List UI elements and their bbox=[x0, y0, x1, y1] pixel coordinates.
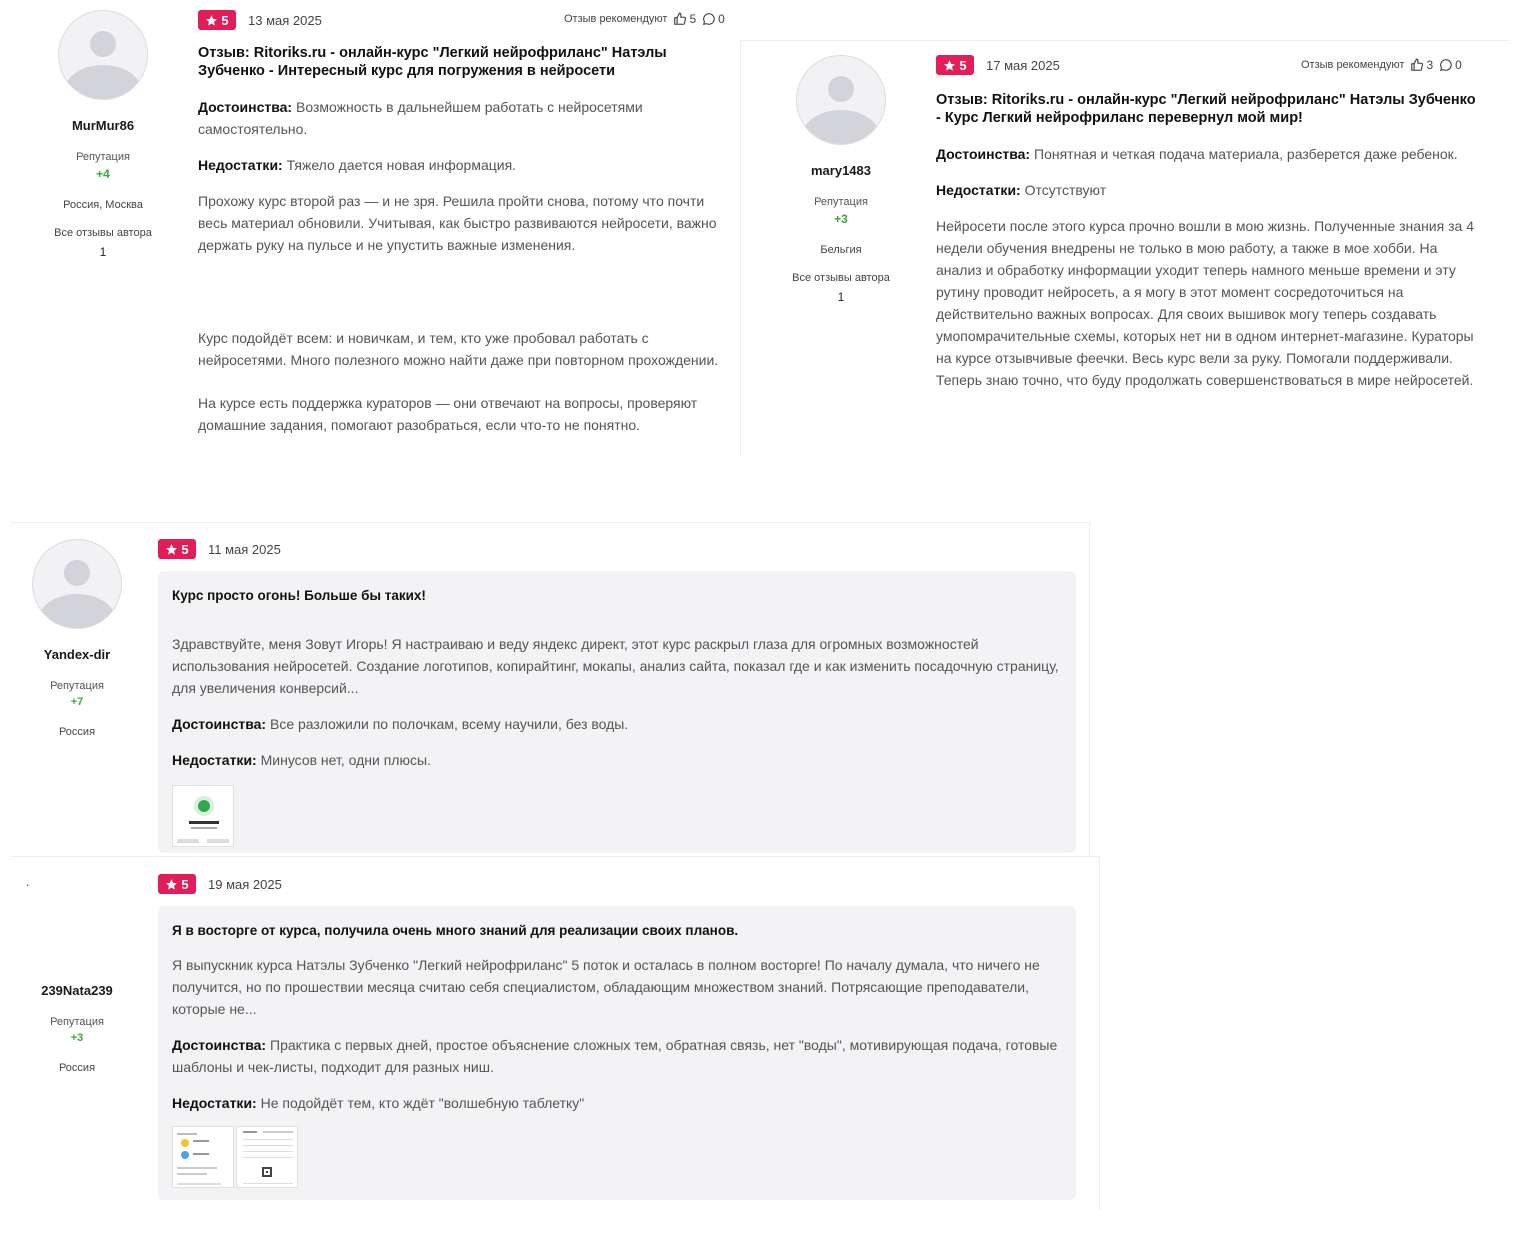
rating-badge bbox=[936, 55, 974, 75]
comment-icon[interactable] bbox=[702, 12, 716, 26]
review-date: 13 мая 2025 bbox=[248, 12, 322, 28]
review-date: 19 мая 2025 bbox=[208, 876, 282, 892]
reputation-label: Репутация bbox=[50, 1016, 104, 1028]
pros-label: Достоинства: bbox=[172, 716, 267, 732]
reputation-value: +4 bbox=[96, 167, 110, 181]
review-meta bbox=[158, 874, 282, 894]
pros-text: Практика с первых дней, простое объяснение сложных тем, обратная связь, нет "воды", мотивирующая подача, готовые шаблоны и чек-листы, подходит для разных ниш. bbox=[172, 1037, 1058, 1075]
comments-count: 0 bbox=[718, 12, 725, 26]
review-body bbox=[172, 585, 1067, 853]
cons-label: Недостатки: bbox=[936, 182, 1021, 198]
pros-label: Достоинства: bbox=[198, 99, 293, 115]
review-date: 11 мая 2025 bbox=[208, 541, 281, 557]
comment-icon[interactable] bbox=[1439, 58, 1453, 72]
pros-label: Достоинства: bbox=[172, 1037, 267, 1053]
cons-text: Отсутствуют bbox=[1024, 182, 1107, 198]
pros-text: Все разложили по полочкам, всему научили, без воды. bbox=[270, 716, 629, 732]
review-paragraph: Нейросети после этого курса прочно вошли в мою жизнь. Полученные знания за 4 недели обучения внедрены не только в мою работу, а также в мое хобби. На анализ и обработку информации уходит теперь намного меньше времени и эту рутину проводит нейросеть, а я могу в этот момент сосредоточиться на действительно важных вопросах. Для своих вышивок могу теперь создавать умопомрачительные схемы, которых нет ни в одном интернет-магазине. Кураторы на курсе отзывчивые феечки. Весь курс вели за руку. Помогали поддерживали. Теперь знаю точно, что буду продолжать совершенствоваться в мире нейросетей. bbox=[936, 218, 1474, 388]
review-text: Я выпускник курса Натэлы Зубченко "Легкий нейрофриланс" 5 поток и осталась в полном восторге! По началу думала, что ничего не получится, но по прошествии месяца считаю себя специалистом, обладающим множеством знаний. Потрясающие преподаватели, которые не... bbox=[172, 957, 1040, 1017]
recommend-label: Отзыв рекомендуют bbox=[1301, 59, 1405, 71]
pros-text: Возможность в дальнейшем работать с нейросетями самостоятельно. bbox=[198, 99, 643, 137]
review-paragraph: Курс подойдёт всем: и новичкам, и тем, кто уже пробовал работать с нейросетями. Много полезного можно найти даже при повторном прохождении. bbox=[198, 330, 719, 368]
recommend-label: Отзыв рекомендуют bbox=[564, 13, 668, 25]
reputation-value: +3 bbox=[70, 1032, 84, 1044]
star-icon bbox=[165, 543, 178, 556]
review-title[interactable]: Курс просто огонь! Больше бы таких! bbox=[172, 588, 426, 603]
cons-label: Недостатки: bbox=[172, 752, 257, 768]
all-reviews-count: 1 bbox=[99, 245, 107, 259]
likes-count: 5 bbox=[689, 12, 697, 26]
pros-label: Достоинства: bbox=[936, 146, 1031, 162]
avatar[interactable] bbox=[796, 55, 886, 145]
author-block bbox=[12, 875, 142, 1074]
rating-value: 5 bbox=[959, 57, 967, 73]
avatar-missing: . bbox=[26, 875, 30, 889]
attachment-thumbnail[interactable] bbox=[172, 785, 234, 847]
star-icon bbox=[205, 14, 218, 27]
author-nick[interactable]: mary1483 bbox=[811, 163, 871, 178]
author-nick[interactable]: 239Nata239 bbox=[41, 983, 113, 998]
review-title[interactable]: Отзыв: Ritoriks.ru - онлайн-курс "Легкий нейрофриланс" Натэлы Зубченко - Интересный курс для погружения в нейросети bbox=[198, 45, 667, 79]
author-block bbox=[12, 539, 142, 738]
attachment-image bbox=[237, 1127, 298, 1188]
rating-badge bbox=[158, 874, 196, 894]
reputation-value: +3 bbox=[834, 212, 848, 226]
review-meta bbox=[198, 10, 322, 30]
review-card-4 bbox=[10, 856, 1100, 1211]
cons-label: Недостатки: bbox=[198, 157, 283, 173]
reputation-label: Репутация bbox=[814, 196, 868, 208]
review-date: 17 мая 2025 bbox=[986, 57, 1060, 73]
all-reviews-count: 1 bbox=[837, 290, 845, 304]
review-body bbox=[172, 920, 1067, 1188]
author-nick[interactable]: MurMur86 bbox=[71, 118, 135, 133]
recommend-bar bbox=[564, 12, 725, 26]
rating-value: 5 bbox=[181, 876, 189, 892]
thumbs-up-icon[interactable] bbox=[1410, 58, 1424, 72]
review-body bbox=[936, 91, 1481, 391]
review-card-2 bbox=[740, 40, 1510, 456]
pros-text: Понятная и четкая подача материала, разберется даже ребенок. bbox=[1034, 146, 1458, 162]
review-paragraph: На курсе есть поддержка кураторов — они отвечают на вопросы, проверяют домашние задания, помогают разобраться, если что-то не понятно. bbox=[198, 395, 698, 433]
author-block bbox=[776, 55, 906, 304]
review-card-1 bbox=[8, 0, 743, 510]
cons-text: Не подойдёт тем, кто ждёт "волшебную таблетку" bbox=[260, 1095, 585, 1111]
rating-badge bbox=[158, 539, 196, 559]
cons-label: Недостатки: bbox=[172, 1095, 257, 1111]
rating-value: 5 bbox=[221, 12, 229, 28]
author-location: Россия bbox=[58, 726, 96, 738]
comments-count: 0 bbox=[1455, 58, 1462, 72]
cons-text: Тяжело дается новая информация. bbox=[286, 157, 517, 173]
likes-count: 3 bbox=[1426, 58, 1434, 72]
attachment-image bbox=[173, 786, 234, 847]
author-location: Россия bbox=[58, 1062, 96, 1074]
reputation-label: Репутация bbox=[76, 151, 130, 163]
review-title[interactable]: Отзыв: Ritoriks.ru - онлайн-курс "Легкий нейрофриланс" Натэлы Зубченко - Курс Легкий нейрофриланс перевернул мой мир! bbox=[936, 92, 1476, 126]
rating-badge bbox=[198, 10, 236, 30]
star-icon bbox=[165, 878, 178, 891]
review-title[interactable]: Я в восторге от курса, получила очень много знаний для реализации своих планов. bbox=[172, 923, 739, 938]
thumbs-up-icon[interactable] bbox=[673, 12, 687, 26]
author-location: Россия, Москва bbox=[63, 199, 143, 211]
avatar[interactable] bbox=[58, 10, 148, 100]
review-meta bbox=[158, 539, 281, 559]
review-paragraph: Прохожу курс второй раз — и не зря. Решила пройти снова, потому что почти весь материал обновили. Учитывая, как быстро развиваются нейросети, важно держать руку на пульсе и не упустить важные изменения. bbox=[198, 193, 717, 253]
rating-value: 5 bbox=[181, 541, 189, 557]
recommend-bar bbox=[1301, 58, 1462, 72]
cons-text: Минусов нет, одни плюсы. bbox=[260, 752, 431, 768]
all-reviews-link[interactable]: Все отзывы автора bbox=[792, 272, 890, 284]
author-block bbox=[38, 10, 168, 259]
review-card-3 bbox=[10, 522, 1090, 857]
reputation-label: Репутация bbox=[50, 680, 104, 692]
reputation-value: +7 bbox=[70, 696, 84, 708]
attachment-thumbnail[interactable] bbox=[236, 1126, 298, 1188]
avatar[interactable] bbox=[32, 539, 122, 629]
author-nick[interactable]: Yandex-dir bbox=[43, 647, 111, 662]
author-location: Бельгия bbox=[820, 244, 862, 256]
star-icon bbox=[943, 59, 956, 72]
attachment-image bbox=[173, 1127, 234, 1188]
all-reviews-link[interactable]: Все отзывы автора bbox=[54, 227, 152, 239]
attachment-thumbnail[interactable] bbox=[172, 1126, 234, 1188]
review-text: Здравствуйте, меня Зовут Игорь! Я настраиваю и веду яндекс директ, этот курс раскрыл глаза для огромных возможностей использования нейросетей. Создание логотипов, копирайтинг, мокапы, анализ сайта, показал где и как изменить посадочную страницу, для увеличения конверсий... bbox=[172, 636, 1059, 696]
review-meta bbox=[936, 55, 1060, 75]
review-body bbox=[198, 44, 728, 436]
